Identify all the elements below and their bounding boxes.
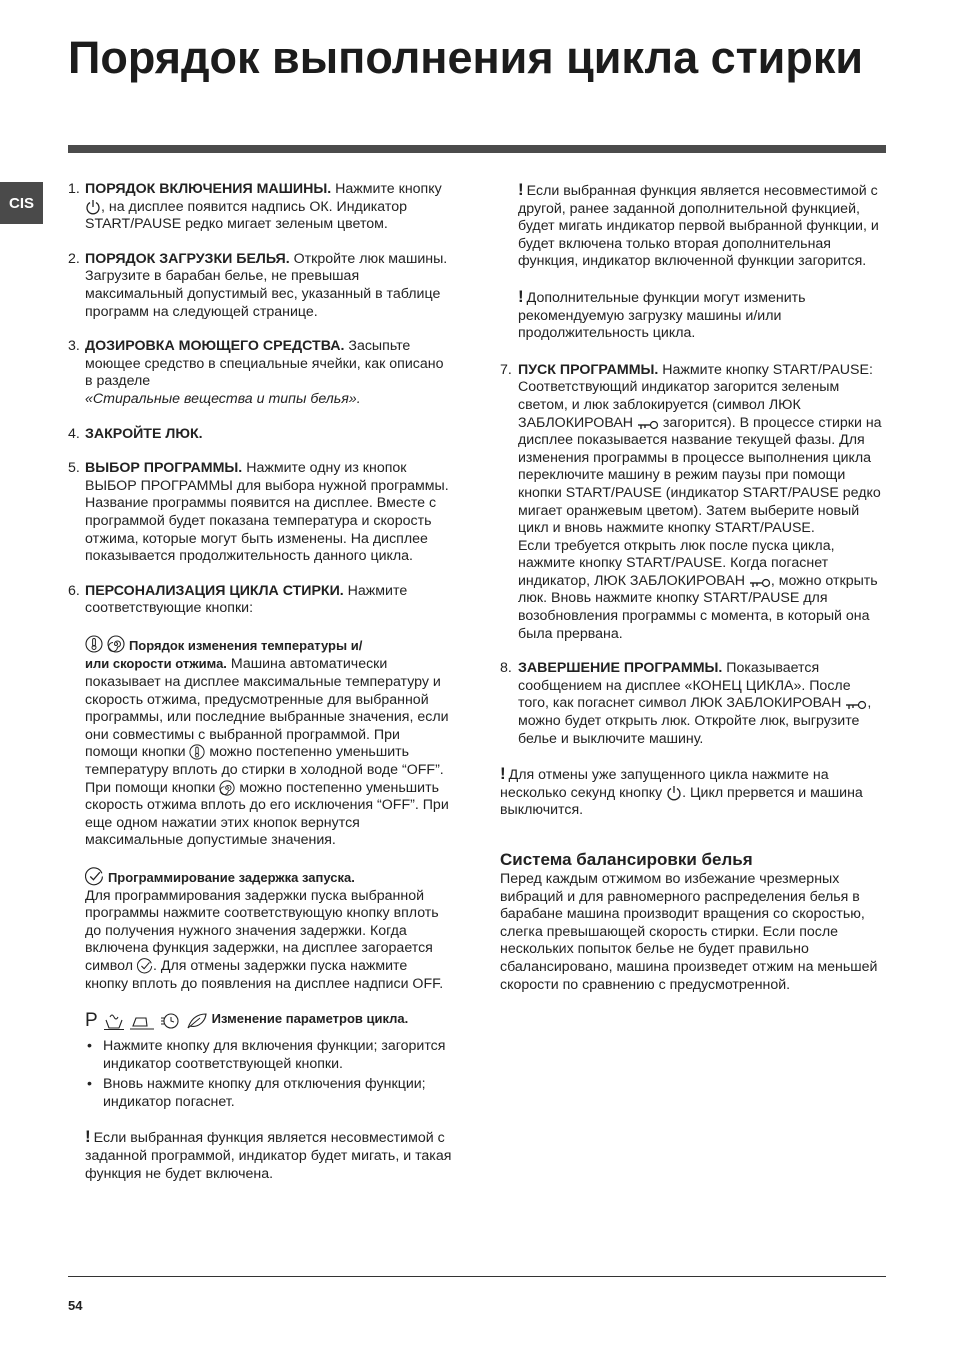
step-4: 4. ЗАКРОЙТЕ ЛЮК. (68, 425, 203, 442)
power-icon (666, 785, 682, 801)
easy-iron-icon (130, 1012, 154, 1030)
title-divider (68, 145, 886, 153)
step-2-heading: ПОРЯДОК ЗАГРУЗКИ БЕЛЬЯ. (85, 250, 290, 267)
step-1: 1. ПОРЯДОК ВКЛЮЧЕНИЯ МАШИНЫ. Нажмите кнопку , на дисплее появится надпись ОК. Индикатор START/PAUSE редко мигает зеленым цветом. (68, 181, 442, 233)
warning-icon: ! (85, 1127, 91, 1147)
warning-note: ! Если выбранная функция является несовместимой с другой, ранее заданной дополнительной функцией, будет мигать индикатор первой выбранной функции, и будет включена только вторая дополнительная функция, индикатор включенной функции загорится. (518, 180, 879, 270)
step-7: 7. ПУСК ПРОГРАММЫ. Нажмите кнопку START/PAUSE: Соответствующий индикатор загорится зеленым светом, и люк заблокируется (символ ЛЮК ЗАБЛОКИРОВАН загорится). В процессе стирки на дисплее показывается название текущей фазы. Для изменения программы в процессе выполнения цикла переключите машину в режим паузы при помощи кнопки START/PAUSE (индикатор START/PAUSE редко мигает оранжевым цветом). Затем выберите новый цикл и вновь нажмите кнопку START/PAUSE. Если требуется открыть люк после пуска цикла, нажмите кнопку START/PAUSE. Когда погаснет индикатор, ЛЮК ЗАБЛОКИРОВАН , можно открыть люк. Вновь нажмите кнопку START/PAUSE для возобновления программы с момента, в который она была прервана. (500, 361, 882, 642)
balance-text: Перед каждым отжимом во избежание чрезмерных вибраций и для равномерного распределения белья в барабане машина производит вращения со скоростью, слегка превышающей скорость стирки. Если после нескольких попыток белье не будет правильно сбалансировано, машина произведет отжим на меньшей скорости по сравнению с предусмотренной. (500, 871, 878, 993)
right-column (500, 181, 885, 994)
step-3: 3. ДОЗИРОВКА МОЮЩЕГО СРЕДСТВА. Засыпьте моющее средство в специальные ячейки, как описано в разделе «Стиральные вещества и типы белья». (68, 338, 444, 407)
page-number: 54 (68, 1298, 83, 1313)
thermometer-icon (189, 744, 205, 760)
delay-heading: Программирование задержка запуска. (107, 870, 355, 885)
step-6-heading: ПЕРСОНАЛИЗАЦИЯ ЦИКЛА СТИРКИ. (85, 582, 344, 599)
warning-icon: ! (518, 180, 524, 199)
params-bullets (68, 1038, 453, 1111)
temp-spin-heading: Порядок изменения температуры и/ (128, 637, 363, 653)
time-saver-icon (160, 1012, 180, 1030)
temp-spin-section: Порядок изменения температуры и/ или скорости отжима. Машина автоматически показывает на дисплее максимальные температуру и скорость отжима, предусмотренные для выбранной программы, или последние выбранные значения, если они совместимы с выбранной программой. При помощи кнопки можно постепенно уменьшить температуру вплоть до стирки в холодной воде “OFF”. При помощи кнопки можно постепенно уменьшить скорость отжима вплоть до его исключения “OFF”. При еще одном нажатии этих кнопок вернутся максимальные допустимые значения. (68, 635, 453, 850)
step-8: 8. ЗАВЕРШЕНИЕ ПРОГРАММЫ. Показывается сообщением на дисплее «КОНЕЦ ЦИКЛА». После того, как погаснет символ ЛЮК ЗАБЛОКИРОВАН , можно будет открыть люк. Откройте люк, выгрузите белье и выключите машину. (500, 660, 872, 747)
spin-icon (107, 635, 125, 653)
door-lock-icon (845, 699, 867, 711)
thermometer-icon (85, 635, 103, 653)
list-item: • Нажмите кнопку для включения функции; загорится индикатор соответствующей кнопки. (87, 1037, 446, 1072)
params-heading: Изменение параметров цикла. (211, 1011, 409, 1027)
p-letter: P (85, 1010, 98, 1032)
warning-note: ! Дополнительные функции могут изменить рекомендуемую загрузку машины и/или продолжительность цикла. (518, 286, 806, 342)
step-2: 2. ПОРЯДОК ЗАГРУЗКИ БЕЛЬЯ. Откройте люк машины. Загрузите в барабан белье, не превышая максимальный допустимый вес, указанный в таблице программ на следующей странице. (68, 250, 448, 320)
step-1-heading: ПОРЯДОК ВКЛЮЧЕНИЯ МАШИНЫ. (85, 181, 332, 197)
params-section (68, 1010, 453, 1030)
left-column (68, 181, 453, 1200)
reference-link: «Стиральные вещества и типы белья». (85, 390, 361, 407)
step-6: 6. ПЕРСОНАЛИЗАЦИЯ ЦИКЛА СТИРКИ. Нажмите соответствующие кнопки: (68, 582, 408, 617)
warning-note: ! Для отмены уже запущенного цикла нажмите на несколько секунд кнопку . Цикл прервется и машина выключится. (500, 764, 863, 819)
balance-heading: Система балансировки белья (500, 850, 753, 869)
power-icon (85, 199, 101, 215)
warning-note: ! Если выбранная функция является несовместимой с заданной программой, индикатор будет мигать, и такая функция не будет включена. (85, 1127, 452, 1182)
door-lock-icon (749, 577, 771, 589)
spin-icon (219, 780, 235, 796)
eco-leaf-icon (186, 1012, 208, 1030)
delay-timer-icon (137, 958, 153, 974)
footer-divider (68, 1276, 886, 1277)
step-5-heading: ВЫБОР ПРОГРАММЫ. (85, 460, 243, 477)
door-lock-icon (637, 419, 659, 431)
step-4-heading: ЗАКРОЙТЕ ЛЮК. (85, 425, 203, 442)
page-title: Порядок выполнения цикла стирки (68, 32, 864, 83)
step-5: 5. ВЫБОР ПРОГРАММЫ. Нажмите одну из кнопок ВЫБОР ПРОГРАММЫ для выбора нужной программы. Название программы появится на дисплее. Вместе с программой будет показана температура и скорость отжима, которые могут быть изменены. На дисплее показывается продолжительность данного цикла. (68, 460, 449, 565)
step-8-heading: ЗАВЕРШЕНИЕ ПРОГРАММЫ. (518, 660, 723, 677)
list-item: • Вновь нажмите кнопку для отключения функции; индикатор погаснет. (87, 1076, 426, 1110)
prewash-icon (104, 1012, 124, 1030)
step-3-heading: ДОЗИРОВКА МОЮЩЕГО СРЕДСТВА. (85, 338, 345, 355)
warning-icon: ! (500, 764, 506, 784)
language-tab: CIS (0, 182, 43, 224)
warning-icon: ! (518, 286, 524, 306)
step-7-heading: ПУСК ПРОГРАММЫ. (518, 361, 659, 378)
delay-section: Программирование задержка запуска. Для программирования задержки пуска выбранной программы нажмите соответствующую кнопку вплоть до получения нужного значения задержки. Когда включена функция задержки, на дисплее загорается символ . Для отмены задержки пуска нажмите кнопку вплоть до появления на дисплее надписи OFF. (68, 867, 453, 993)
delay-timer-icon (85, 867, 104, 886)
